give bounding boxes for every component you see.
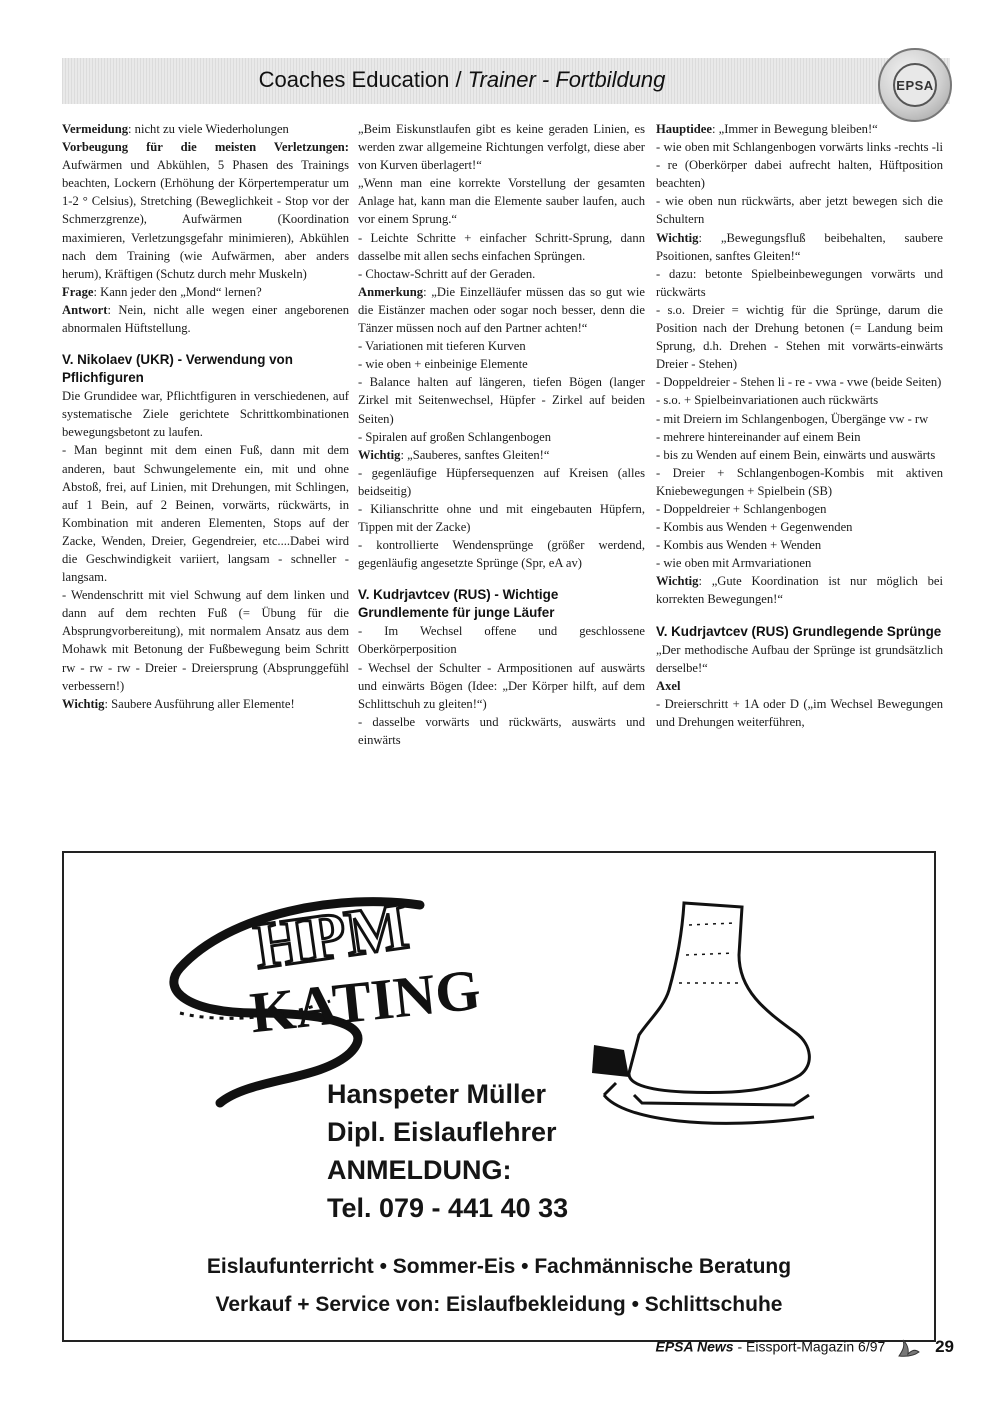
paragraph: - Doppeldreier - Stehen li - re - vwa - vwe (beide Seiten) [656, 375, 942, 390]
paragraph: - dasselbe vorwärts und rückwärts, auswärts und einwärts [358, 714, 645, 747]
paragraph: „Der methodische Aufbau der Sprünge ist grundsätzlich derselbe!“ [656, 642, 943, 675]
paragraph: - Kombis aus Wenden + Wenden [656, 538, 822, 553]
paragraph: - wie oben + einbeinige Elemente [358, 357, 528, 372]
article-heading-kudrjavtcev-2: V. Kudrjavtcev (RUS) Grundlegende Sprünge [656, 623, 942, 639]
paragraph: - Balance halten auf längeren, tiefen Bögen (langer Zirkel mit Seitenwechsel, Hüpfer - Zirkel auf beiden Seiten) [358, 375, 645, 426]
paragraph-text: : „Sauberes, sanftes Gleiten!“ [400, 447, 550, 462]
page-number: 29 [935, 1336, 954, 1356]
paragraph [62, 138, 349, 283]
paragraph-text: Aufwärmen und Abkühlen, 5 Phasen des Trainings beachten, Lockern (Erhöhung der Körpertemperatur um 1-2 ° Celsius), Stretching (Beweglichkeit - Stop vor der Schmerzgrenze), Aufwärmen (Koordination maximieren, Verletzungsgefahr minimieren), Abkühlen nach dem Training (wie Aufwärmen, aber anders herum), Kräftigen (Schutz durch mehr Muskeln) [62, 158, 349, 281]
paragraph-text: : Nein, nicht alle wegen einer angeborenen abnormalen Hüftstellung. [62, 302, 349, 336]
paragraph-text: : „Die Einzelläufer müssen das so gut wie die Eistänzer machen oder sogar noch besser, denn die Tänzer müssen noch auf den Partner achten!“ [358, 284, 645, 336]
paragraph: - Man beginnt mit dem einen Fuß, dann mit dem anderen, baut Schwungelemente ein, mit und ohne Abstoß, frei, auf Linien, mit Drehungen, mit Schlingen, auf 1 Bein, auf 2 Beinen, vorwärts, rückwärts, in Kombination mit anderen Elementen, Stops auf der Zacke, Wenden, Dreier, Gegendreier, etc....Dabei wird die Geschwindigkeit variiert, langsam - schneller -langsam. [62, 443, 349, 585]
paragraph [656, 572, 943, 608]
paragraph: - gegenläufige Hüpfersequenzen auf Kreisen (alles beidseitig) [358, 465, 645, 498]
paragraph: - Variationen mit tieferen Kurven [358, 339, 526, 354]
article-heading-kudrjavtcev-1: V. Kudrjavtcev (RUS) - Wichtige Grundlemente für junge Läufer [358, 587, 559, 621]
paragraph-text: : „Gute Koordination ist nur möglich bei korrekten Bewegungen!“ [656, 574, 943, 607]
footer-magazine: - Eissport-Magazin 6/97 [733, 1338, 886, 1355]
section-title-german: Trainer - Fortbildung [467, 67, 666, 92]
paragraph [656, 229, 943, 265]
page-footer [655, 1336, 954, 1360]
ad-name: Hanspeter Müller [327, 1079, 547, 1109]
paragraph: - wie oben mit Schlangenbogen vorwärts links -rechts -li - re (Oberkörper dabei aufrecht halten, Hüftposition beachten) [656, 140, 943, 191]
epsa-seal-logo [878, 48, 952, 122]
paragraph: - Wechsel der Schulter - Armpositionen auf auswärts und einwärts Bögen (Idee: „Der Körper hilft, auf dem Schlittschuh zu gleiten!“) [358, 660, 645, 711]
paragraph [62, 695, 349, 713]
term-label: Wichtig [656, 230, 699, 245]
paragraph: „Wenn man eine korrekte Vorstellung der gesamten Anlage hat, kann man die Elemente sauber laufen, auch vor einem Sprung.“ [358, 176, 645, 227]
advertisement-box [62, 851, 936, 1342]
paragraph: - kontrollierte Wendensprünge (größer werdend, gegenläufig angesetzte Sprünge (Spr, eA av) [358, 538, 645, 571]
logo-kating: KATING [247, 956, 484, 1046]
term-label: Wichtig [358, 447, 401, 462]
term-label: Frage [62, 284, 94, 299]
paragraph: - Doppeldreier + Schlangenbogen [656, 501, 827, 516]
ad-contact-block [327, 1075, 568, 1227]
ad-services-line-1: Eislaufunterricht • Sommer-Eis • Fachmännische Beratung [206, 1255, 792, 1278]
paragraph: - Im Wechsel offene und geschlossene Oberkörperposition [358, 624, 645, 657]
subheading-axel: Axel [656, 678, 681, 693]
paragraph-text: : nicht zu viele Wiederholungen [128, 122, 289, 136]
paragraph: - dazu: betonte Spielbeinbewegungen vorwärts und rückwärts [656, 266, 943, 299]
section-title [62, 67, 862, 93]
article-column-1 [62, 120, 349, 850]
paragraph: - Leichte Schritte + einfacher Schritt-Sprung, dann dasselbe mit allen sechs einfachen Sprüngen. [358, 230, 645, 263]
term-label: Anmerkung [358, 284, 424, 299]
paragraph: - s.o. + Spielbeinvariationen auch rückwärts [656, 393, 879, 408]
paragraph-text: : „Bewegungsfluß beibehalten, saubere Psoitionen, sanftes Gleiten!“ [656, 230, 943, 263]
paragraph [62, 120, 349, 138]
paragraph-text: : „Immer in Bewegung bleiben!“ [711, 122, 878, 136]
paragraph: - Spiralen auf großen Schlangenbogen [358, 429, 552, 444]
paragraph: - wie oben nun rückwärts, aber jetzt bewegen sich die Schultern [656, 194, 943, 227]
paragraph: - mit Dreiern im Schlangenbogen, Übergänge vw - rw [656, 411, 929, 426]
swan-icon [895, 1336, 921, 1360]
paragraph [358, 283, 645, 337]
paragraph: - mehrere hintereinander auf einem Bein [656, 429, 861, 444]
paragraph: - Kilianschritte ohne und mit eingebauten Hüpfern, Tippen mit der Zacke) [358, 501, 645, 535]
article-column-2 [358, 120, 645, 850]
paragraph-text: : Kann jeder den „Mond“ lernen? [93, 284, 262, 299]
paragraph: - Dreierschritt + 1A oder D („im Wechsel Bewegungen und Drehungen weiterführen, [656, 696, 943, 729]
term-label: Vermeidung [62, 122, 129, 136]
paragraph: „Beim Eiskunstlaufen gibt es keine geraden Linien, es werden zwar allgemeine Richtungen verfolgt, diese aber von Kurven überlagert!“ [358, 122, 645, 173]
ad-title: Dipl. Eislauflehrer [327, 1117, 557, 1147]
section-header-bar [62, 58, 950, 104]
ad-signup: ANMELDUNG: [327, 1155, 512, 1185]
footer-brand: EPSA News [655, 1338, 734, 1355]
term-label: Hauptidee [656, 122, 712, 136]
term-label: Vorbeugung für die meisten Verletzungen: [62, 140, 349, 155]
paragraph [62, 283, 349, 301]
ad-phone: Tel. 079 - 441 40 33 [327, 1193, 569, 1223]
paragraph [656, 120, 943, 138]
paragraph [358, 446, 645, 464]
article-heading-nikolaev: V. Nikolaev (UKR) - Verwendung von Pflichfiguren [62, 352, 293, 386]
paragraph [656, 677, 943, 695]
paragraph: Die Grundidee war, Pflichtfiguren in verschiedenen, auf systematische Ziele gerichtete Schrittkombinationen bewegungsbetont zu laufen. [62, 389, 349, 440]
paragraph: - Choctaw-Schritt auf der Geraden. [358, 266, 536, 281]
ad-services-line-2: Verkauf + Service von: Eislaufbekleidung • Schlittschuhe [215, 1293, 783, 1316]
paragraph: - bis zu Wenden auf einem Bein, einwärts und auswärts [656, 447, 936, 462]
section-title-english: Coaches Education / [258, 67, 468, 92]
article-column-3 [656, 120, 943, 850]
paragraph: - Kombis aus Wenden + Gegenwenden [656, 520, 853, 535]
ice-skate-illustration [564, 895, 834, 1145]
paragraph: - Dreier + Schlangenbogen-Kombis mit aktiven Kniebewegungen + Spielbein (SB) [656, 465, 943, 498]
epsa-seal-text: EPSA [893, 63, 937, 107]
paragraph: - Wendenschritt mit viel Schwung auf dem linken und dann auf dem rechten Fuß (= Übung für die Absprungvorbereitung), mit normalem Ansatz aus dem Mohawk mit Betonung der Fußbewegung beim Schritt rw - rw - rw - Dreier - Dreiersprung (Absprunggefühl verbessern!) [62, 588, 349, 693]
paragraph: - s.o. Dreier = wichtig für die Sprünge, darum die Position nach der Drehung betonen (= Landung beim Sprung, d.h. Drehen - Stehen mit vorwärts-einwärts Dreier - Stehen) [656, 302, 943, 372]
paragraph: - wie oben mit Armvariationen [656, 556, 812, 571]
term-label: Antwort [62, 302, 108, 317]
term-label: Wichtig [656, 574, 699, 589]
logo-hpm: HPM [249, 889, 413, 984]
paragraph [62, 301, 349, 337]
paragraph-text: : Saubere Ausführung aller Elemente! [104, 696, 295, 711]
term-label: Wichtig [62, 696, 105, 711]
